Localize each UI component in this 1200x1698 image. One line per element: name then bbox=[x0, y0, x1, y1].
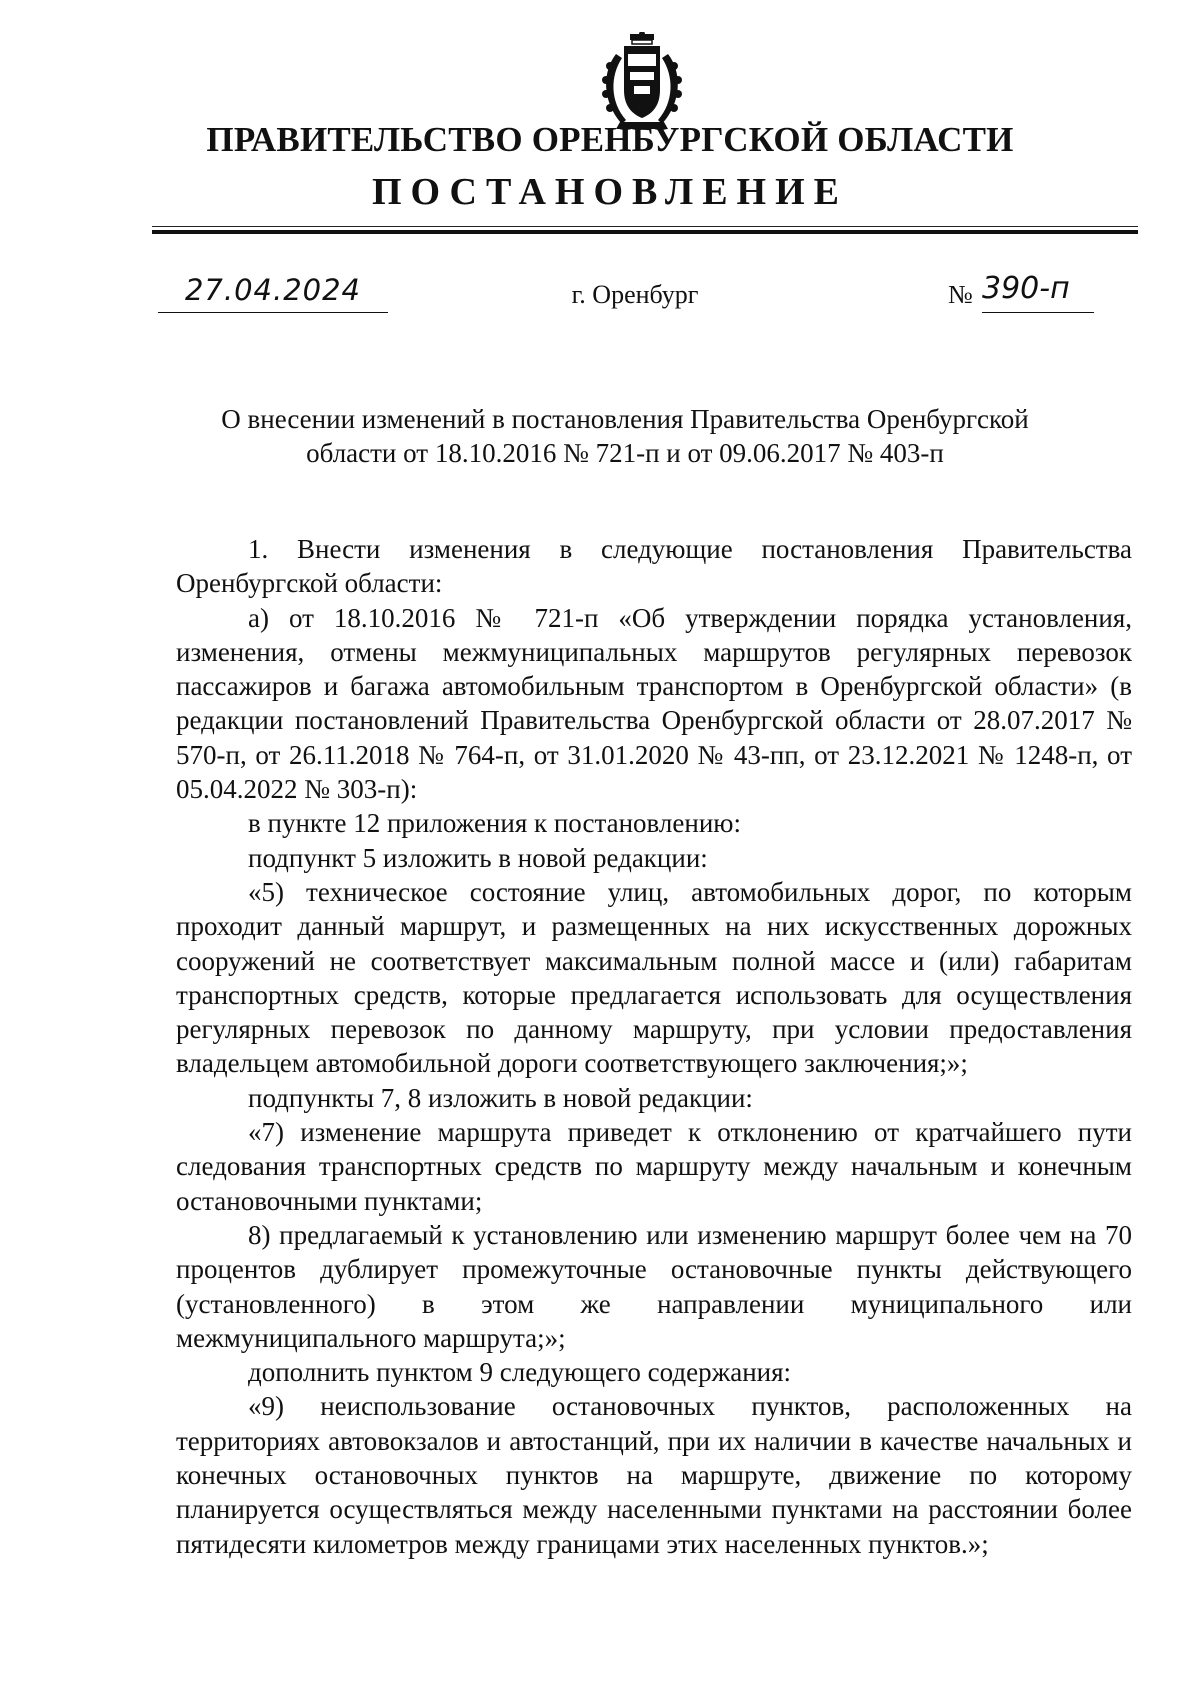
date-underline bbox=[158, 312, 388, 313]
header-divider-thin bbox=[152, 226, 1138, 227]
number-underline bbox=[982, 312, 1094, 313]
document-date: 27.04.2024 bbox=[184, 273, 362, 307]
document-type: ПОСТАНОВЛЕНИЕ bbox=[371, 171, 849, 213]
paragraph: 8) предлагаемый к установлению или изменению маршрут более чем на 70 процентов дублирует промежуточные остановочные пункты действующего (установленного) в этом же направлении муниципального или межмуниципального маршрута;»; bbox=[176, 1219, 1132, 1353]
paragraph: в пункте 12 приложения к постановлению: bbox=[248, 808, 741, 839]
paragraph: «7) изменение маршрута приведет к отклонению от кратчайшего пути следования транспортных средств по маршруту между начальным и конечным остановочными пунктами; bbox=[176, 1117, 1132, 1216]
title-line: области от 18.10.2016 № 721-п и от 09.06.2017 № 403-п bbox=[306, 438, 944, 468]
paragraph: «5) техническое состояние улиц, автомобильных дорог, по которым проходит данный маршрут, и размещенных на них искусственных дорожных сооружений не соответствует максимальным полной массе и (или) габаритам транспортных средств, которые предлагается использовать для осуществления регулярных перевозок по данному маршруту, при условии предоставления владельцем автомобильной дороги соответствующего заключения;»; bbox=[176, 876, 1132, 1079]
title-line: О внесении изменений в постановления Правительства Оренбургской bbox=[221, 404, 1029, 434]
header-divider-thick bbox=[152, 230, 1138, 234]
paragraph: дополнить пунктом 9 следующего содержания: bbox=[248, 1357, 792, 1388]
paragraph: «9) неиспользование остановочных пунктов, расположенных на территориях автовокзалов и автостанций, при их наличии в качестве начальных и конечных остановочных пунктов на маршруте, движение по которому планируется осуществляться между населенными пунктами на расстоянии более пятидесяти километров между границами этих населенных пунктов.»; bbox=[176, 1391, 1132, 1559]
document-number: 390-п bbox=[982, 271, 1070, 306]
document-city: г. Оренбург bbox=[571, 280, 699, 309]
paragraph: 1. Внести изменения в следующие постановления Правительства Оренбургской области: bbox=[176, 534, 1132, 599]
document-title bbox=[185, 402, 1065, 470]
paragraph: подпункты 7, 8 изложить в новой редакции: bbox=[248, 1082, 753, 1113]
coat-of-arms-icon bbox=[596, 32, 688, 132]
organization-name: ПРАВИТЕЛЬСТВО ОРЕНБУРГСКОЙ ОБЛАСТИ bbox=[206, 120, 1014, 159]
paragraph: а) от 18.10.2016 № 721-п «Об утверждении порядка установления, изменения, отмены межмуниципальных маршрутов регулярных перевозок пассажиров и багажа автомобильным транспортом в Оренбургской области» (в редакции постановлений Правительства Оренбургской области от 28.07.2017 № 570-п, от 26.11.2018 № 764-п, от 31.01.2020 № 43-пп, от 23.12.2021 № 1248-п, от 05.04.2022 № 303-п): bbox=[176, 602, 1132, 805]
document-body bbox=[176, 532, 1132, 1561]
number-label: № bbox=[948, 280, 973, 309]
paragraph: подпункт 5 изложить в новой редакции: bbox=[248, 842, 708, 873]
